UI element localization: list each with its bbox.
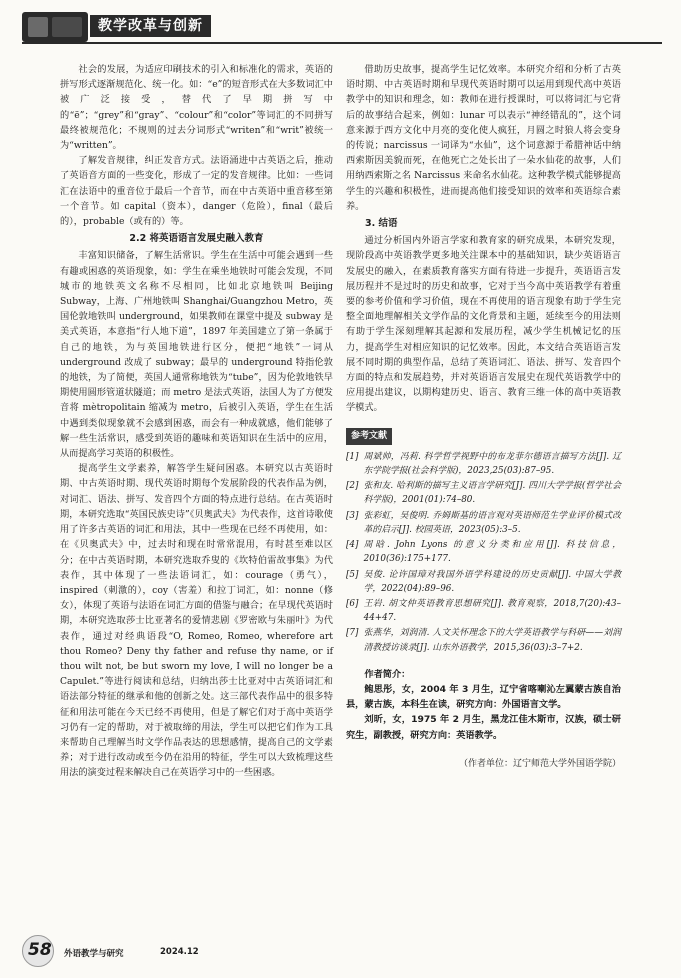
reference-number: [7] — [346, 628, 359, 639]
reference-text: 周晗. John Lyons 的意义分类和应用[J]. 科技信息，2010(36):175+177. — [363, 540, 621, 565]
column-title: 教学改革与创新 — [90, 15, 211, 37]
journal-logo — [22, 12, 88, 42]
references-list — [346, 450, 621, 655]
body-paragraph: 丰富知识储备，了解生活常识。学生在生活中可能会遇到一些有趣或困惑的英语现象，如：学生在乘坐地铁时可能会发现，不同城市的地铁英文名称不尽相同，比如北京地铁叫 Beijing Subway，上海、广州地铁叫 Shanghai/Guangzhou Metro，英国伦敦地铁叫 underground，如果教师在课堂中提及 subway 是美式英语，本意指“行人地下道”，1897 年美国建立了第一条属于自己的地铁，为与英国地铁进行区分，便把“地铁”一词从 underground 改成了 subway；最早的 underground 特指伦敦的地铁，为了简便，英国人通常称地铁为“tube”，因为伦敦地铁早期使用圆形管道状隧道；而 metro 是法式英语，法国人为了方便发音将 mètropolitain 缩减为 metro，后被引入英语，学生在生活中遇到类似现象就不会感到困惑，而会有一种成就感，他们能够了解一些生活常识，感受到英语的趣味和英语知识在生活中的应用，从而提高学习英语的积极性。 — [60, 250, 333, 460]
logo-decoration-icon — [52, 17, 82, 37]
author-affiliation: （作者单位：辽宁师范大学外国语学院） — [458, 758, 621, 769]
header-divider — [22, 42, 662, 44]
reference-item — [346, 626, 621, 654]
reference-item — [346, 479, 621, 507]
page-footer — [22, 935, 282, 965]
reference-number: [1] — [346, 451, 359, 462]
reference-number: [4] — [346, 540, 359, 551]
page-number-badge — [22, 935, 54, 967]
references-section — [346, 428, 621, 655]
reference-number: [2] — [346, 481, 359, 492]
journal-name: 外语教学与研究 — [64, 949, 124, 959]
reference-item — [346, 509, 621, 537]
reference-text: 张和友. 哈利斯的描写主义语言学研究[J]. 四川大学学报(哲学社会科学版)，2001(01):74–80. — [363, 481, 621, 506]
author-label: 作者简介： — [364, 668, 411, 680]
section-heading: 2.2 将英语语言发展史融入教育 — [129, 233, 264, 245]
reference-item — [346, 538, 621, 566]
reference-number: [3] — [346, 510, 359, 521]
logo-icon — [28, 17, 48, 37]
conclusion-paragraph: 通过分析国内外语言学家和教育家的研究成果，本研究发现，现阶段高中英语教学更多地关注课本中的基础知识，缺少英语语言发展史的融入，在素质教育落实方面有待进一步提升，英语语言发展历程并不是过时的历史和故事，它对于当今高中英语教学有着重要的参考价值和学习价值，现在不再使用的语言现象有助于学生完整全面地理解相关文学作品的文化背景和主题，延续至今的用法则有助于学生深刻理解其起源和发展历程，减少学生机械记忆的压力，提高学生对相应知识的记忆效率。因此，本文结合英语语言发展不同时期的典型作品，总结了英语词汇、语法、拼写、发音四个方面的特点和发展趋势，并对英语语言发展史在现代英语教学中的应用提出建议，以期构建历史、语言、教育三维一体的高中英语教学模式。 — [346, 235, 621, 414]
reference-item — [346, 450, 621, 478]
body-paragraph: 提高学生文学素养，解答学生疑问困惑。本研究以古英语时期、中古英语时期、现代英语时期每个发展阶段的代表作品为例，对词汇、语法、拼写、发音四个方面的特点进行总结。在古英语时期，本研究选取“英国民族史诗”《贝奥武夫》为代表作，这首诗歌使用了许多古英语的词汇和用法，其中一些现在已经不再使用，如：在《贝奥武夫》中，过去时和现在时常常混用，有时甚至难以区分；在中古英语时期，本研究选取乔叟的《坎特伯雷故事集》为代表作，其中体现了一些法语词汇，如：courage（勇气），inspired（刺激的），coy（害羞）和拉丁词汇，如：nonne（修女），体现了英语与法语在词汇方面的借鉴与融合；在早现代英语时期，本研究选取莎士比亚著名的爱情悲剧《罗密欧与朱丽叶》为代表作，通过对经典语段“O, Romeo, Romeo, wherefore art thou Romeo? Deny thy father and refuse thy name, or if thou wilt not, be but sworn my love, I will no longer be a Capulet.”等进行阅读和总结，归纳出莎士比亚对中古英语词汇和语法部分特征的继承和他的创新之处。这三部代表作品中的很多特征和用法可能在今天已经不再使用，但是了解它们对于高中英语学习仍有一定的帮助，对于被取缔的用法，学生可以把它们作为工具来帮助自己理解当时文学作品表达的思想感情，提高自己的文学素养；对于进行改动或至今仍在沿用的特征，学生可以大致梳理这些用法的演变过程来解决自己在英语学习中的一些困惑。 — [60, 463, 333, 779]
references-label: 参考文献 — [346, 428, 392, 445]
reference-text: 吴俊. 论许国璋对我国外语学科建设的历史贡献[J]. 中国大学教学，2022(04):89–96. — [363, 569, 621, 594]
reference-number: [5] — [346, 569, 359, 580]
reference-text: 张彩虹，吴俊明. 乔姆斯基的语言观对英语师范生学业评价模式改革的启示[J]. 校园英语，2023(05):3–5. — [363, 510, 621, 535]
reference-item — [346, 568, 621, 596]
body-paragraph: 借助历史故事，提高学生记忆效率。本研究介绍和分析了古英语时期、中古英语时期和早现代英语时期可以运用到现代高中英语教学中的知识和理念，如：教师在进行授课时，可以将词汇与它背后的故事结合起来，例如：lunar 可以表示“神经错乱的”，这个词意来源于西方文化中月亮的变化使人疯狂，月圆之时狼人将会变身的传说；narcissus 一词译为“水仙”，这个词意源于希腊神话中纳西索斯因美貌而死，在他死亡之处长出了一朵水仙花的故事，人们用纳西索斯之名 Narcissus 来命名水仙花。这种教学模式能够提高学生的兴趣和积极性，进而提高他们接受知识的效率和英语综合素养。 — [346, 64, 621, 212]
reference-text: 王岩. 胡文仲英语教育思想研究[J]. 教育观察，2018,7(20):43–44+47. — [363, 598, 621, 624]
author-bio: 鲍思彤，女，2004 年 3 月生，辽宁省喀喇沁左翼蒙古族自治县，蒙古族，本科生在读，研究方向：外国语言文学。 — [346, 683, 621, 711]
section-heading: 3. 结语 — [365, 218, 398, 230]
journal-issue: 2024.12 — [160, 947, 199, 957]
reference-text: 周斌帅，冯莉. 科学哲学视野中的布龙菲尔德语言描写方法[J]. 辽东学院学报(社会科学版)，2023,25(03):87–95. — [363, 451, 621, 477]
body-paragraph: 社会的发展，为适应印刷技术的引入和标准化的需求，英语的拼写形式逐渐规范化、统一化。如：“e”的短音形式在大多数词汇中被广泛接受，替代了早期拼写中的“ë”；“grey”和“gray”、“colour”和“color”等词汇的不同拼写最终被规范化；不规则的过去分词形式“writen”和“writ”被统一为“written”。 — [60, 64, 333, 152]
reference-text: 张燕华，刘润清. 人文关怀理念下的大学英语教学与科研——刘润清教授访谈录[J]. 山东外语教学，2015,36(03):3–7+2. — [363, 628, 621, 653]
page-number: 58 — [28, 940, 52, 960]
author-list — [346, 682, 621, 743]
right-column — [346, 62, 621, 772]
body-paragraph: 了解发音规律，纠正发音方式。法语涌进中古英语之后，推动了英语音方面的一些变化，形成了一定的发音规律。比如：一些词汇在法语中的重音位于最后一个音节，而在中古英语中重音移至第一个音节。如 capital（资本），danger（危险），final（最后的），probable（或有的）等。 — [60, 155, 333, 228]
reference-number: [6] — [346, 598, 359, 609]
left-column — [60, 62, 333, 781]
page-header — [22, 8, 662, 48]
author-bio-section — [346, 667, 621, 772]
reference-item — [346, 597, 621, 625]
author-bio: 刘昕，女，1975 年 2 月生，黑龙江佳木斯市，汉族，硕士研究生，副教授，研究方向：英语教学。 — [346, 714, 621, 741]
